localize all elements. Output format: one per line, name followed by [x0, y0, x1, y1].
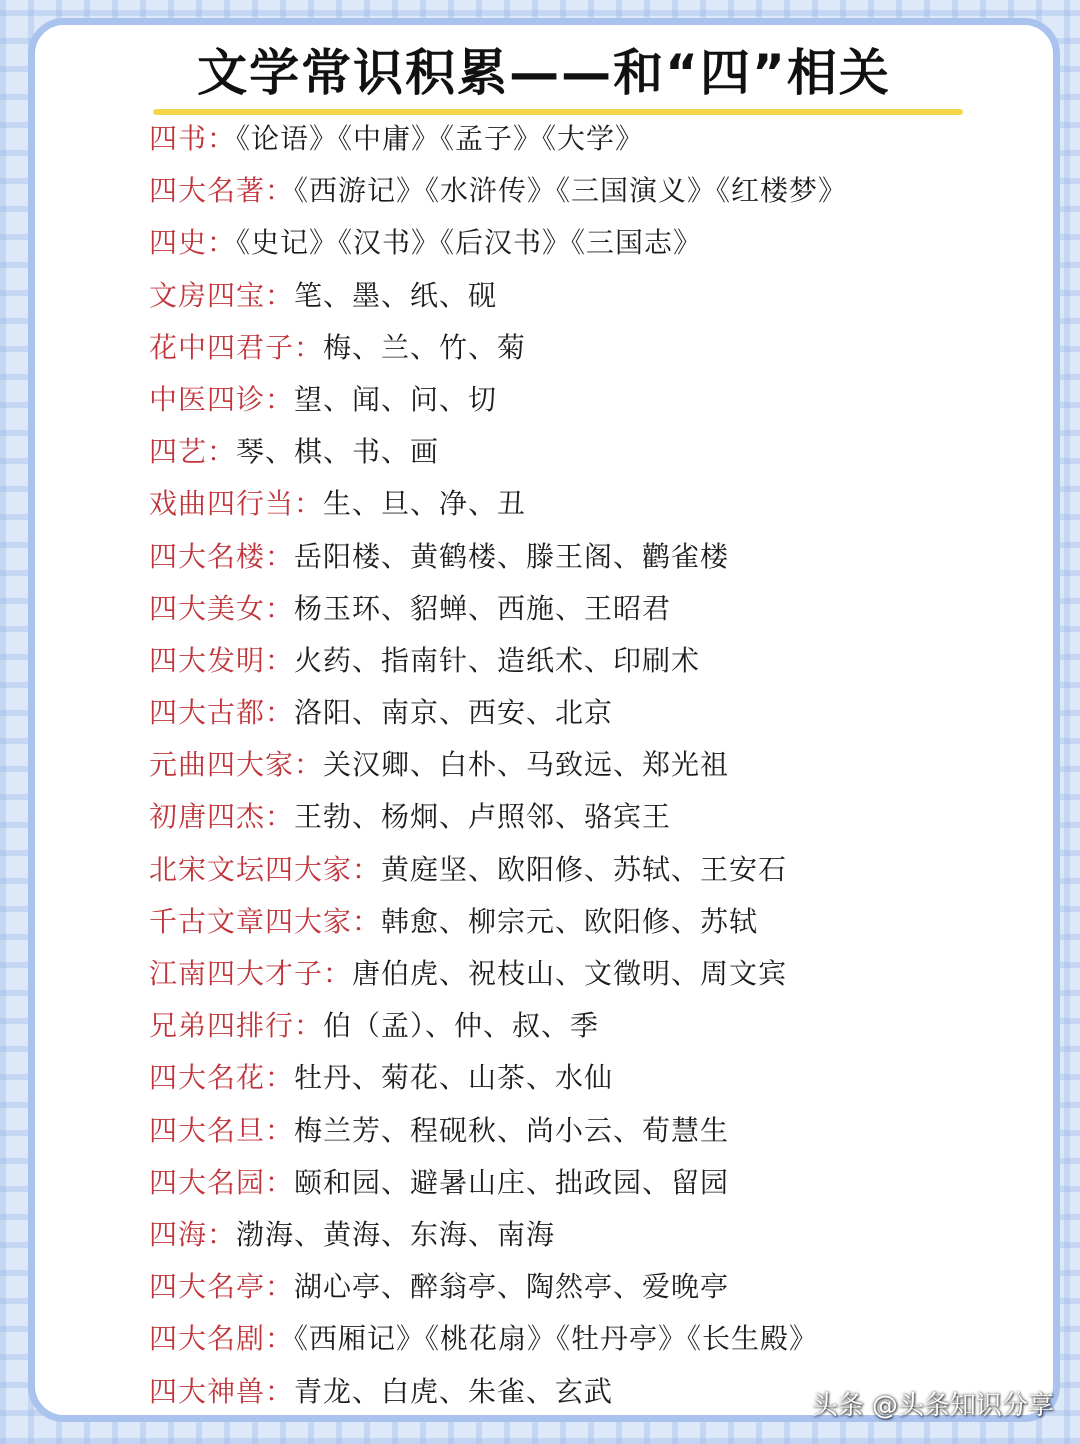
item-colon: ： — [207, 122, 237, 155]
item-content: 洛阳、南京、西安、北京 — [294, 696, 614, 730]
item-content: 湖心亭、醉翁亭、陶然亭、爱晚亭 — [294, 1270, 730, 1304]
item-content: 琴、棋、书、画 — [236, 435, 440, 469]
item-colon: ： — [265, 1322, 295, 1356]
item-content: 《西厢记》《桃花扇》《牡丹亭》《长生殿》 — [294, 1322, 819, 1356]
item-label: 四艺 — [149, 435, 208, 469]
item-label: 花中四君子 — [149, 330, 295, 364]
list-item — [149, 1209, 1029, 1261]
item-label: 四大名剧 — [149, 1322, 266, 1356]
list-item — [149, 791, 1029, 843]
item-content: 《西游记》《水浒传》《三国演义》《红楼梦》 — [294, 174, 848, 208]
list-item — [149, 426, 1029, 478]
item-label: 兄弟四排行 — [149, 1009, 295, 1043]
list-item — [149, 1313, 1029, 1365]
item-content: 笔、墨、纸、砚 — [294, 278, 498, 312]
item-list — [149, 113, 1029, 1418]
list-item — [149, 1157, 1029, 1209]
item-content: 韩愈、柳宗元、欧阳修、苏轼 — [381, 904, 759, 938]
item-content: 颐和园、避暑山庄、拙政园、留园 — [294, 1165, 730, 1199]
item-content: 伯（孟）、仲、叔、季 — [323, 1009, 600, 1043]
item-colon: ： — [294, 487, 324, 521]
item-colon: ： — [265, 1061, 295, 1095]
item-label: 中医四诊 — [149, 382, 266, 416]
item-label: 四大名花 — [149, 1061, 266, 1095]
item-content: 梅、兰、竹、菊 — [323, 330, 527, 364]
list-item — [149, 687, 1029, 739]
list-item — [149, 531, 1029, 583]
page-title: 文学常识积累——和“四”相关 — [197, 44, 891, 102]
item-label: 四大发明 — [149, 643, 266, 677]
item-content: 青龙、白虎、朱雀、玄武 — [294, 1374, 614, 1408]
item-colon: ： — [265, 278, 295, 312]
watermark: 头条 @头条知识分享 — [811, 1391, 1054, 1421]
item-label: 千古文章四大家 — [149, 904, 353, 938]
item-label: 四大神兽 — [149, 1374, 266, 1408]
item-colon: ： — [265, 800, 295, 834]
list-item — [149, 948, 1029, 1000]
item-content: 梅兰芳、程砚秋、尚小云、荀慧生 — [294, 1113, 730, 1147]
item-content: 黄庭坚、欧阳修、苏轼、王安石 — [381, 852, 788, 886]
item-colon: ： — [207, 1217, 237, 1251]
item-label: 四海 — [149, 1217, 208, 1251]
item-label: 四大名园 — [149, 1165, 266, 1199]
item-label: 元曲四大家 — [149, 748, 295, 782]
item-label: 四史 — [149, 226, 208, 260]
item-colon: ： — [265, 1270, 295, 1304]
item-colon: ： — [265, 382, 295, 416]
item-colon: ： — [265, 1374, 295, 1408]
item-colon: ： — [207, 435, 237, 469]
item-content: 杨玉环、貂蝉、西施、王昭君 — [294, 591, 672, 625]
list-item — [149, 1105, 1029, 1157]
list-item — [149, 739, 1029, 791]
item-colon: ： — [294, 748, 324, 782]
item-label: 四书 — [149, 122, 208, 155]
item-content: 唐伯虎、祝枝山、文徵明、周文宾 — [352, 957, 788, 990]
list-item — [149, 217, 1029, 269]
list-item — [149, 478, 1029, 530]
list-item — [149, 635, 1029, 687]
item-colon: ： — [265, 174, 295, 208]
item-content: 《论语》《中庸》《孟子》《大学》 — [236, 122, 645, 155]
item-content: 牡丹、菊花、山茶、水仙 — [294, 1061, 614, 1095]
list-item — [149, 165, 1029, 217]
item-colon: ： — [265, 539, 295, 573]
item-colon: ： — [265, 696, 295, 730]
list-item — [149, 322, 1029, 374]
item-colon: ： — [294, 330, 324, 364]
content-card — [28, 18, 1060, 1422]
item-colon: ： — [352, 852, 382, 886]
item-colon: ： — [265, 1165, 295, 1199]
item-colon: ： — [207, 226, 237, 260]
list-item — [149, 270, 1029, 322]
item-label: 四大名亭 — [149, 1270, 266, 1304]
list-item — [149, 113, 1029, 165]
item-content: 渤海、黄海、东海、南海 — [236, 1217, 556, 1251]
item-colon: ： — [294, 1009, 324, 1043]
item-label: 四大名楼 — [149, 539, 266, 573]
item-content: 望、闻、问、切 — [294, 382, 498, 416]
list-item — [149, 844, 1029, 896]
item-label: 四大名著 — [149, 174, 266, 208]
item-label: 文房四宝 — [149, 278, 266, 312]
item-label: 四大古都 — [149, 696, 266, 730]
item-label: 北宋文坛四大家 — [149, 852, 353, 886]
item-label: 四大美女 — [149, 591, 266, 625]
item-content: 王勃、杨炯、卢照邻、骆宾王 — [294, 800, 672, 834]
list-item — [149, 583, 1029, 635]
item-content: 火药、指南针、造纸术、印刷术 — [294, 643, 701, 677]
item-label: 初唐四杰 — [149, 800, 266, 834]
item-colon: ： — [265, 591, 295, 625]
list-item — [149, 1261, 1029, 1313]
item-label: 四大名旦 — [149, 1113, 266, 1147]
list-item — [149, 1052, 1029, 1104]
item-content: 关汉卿、白朴、马致远、郑光祖 — [323, 748, 730, 782]
item-colon: ： — [265, 643, 295, 677]
item-content: 《史记》《汉书》《后汉书》《三国志》 — [236, 226, 703, 260]
list-item — [149, 1000, 1029, 1052]
item-content: 岳阳楼、黄鹤楼、滕王阁、鹳雀楼 — [294, 539, 730, 573]
list-item — [149, 896, 1029, 948]
item-label: 江南四大才子 — [149, 957, 324, 990]
item-label: 戏曲四行当 — [149, 487, 295, 521]
item-colon: ： — [323, 957, 353, 990]
item-colon: ： — [265, 1113, 295, 1147]
item-colon: ： — [352, 904, 382, 938]
list-item — [149, 374, 1029, 426]
item-content: 生、旦、净、丑 — [323, 487, 527, 521]
